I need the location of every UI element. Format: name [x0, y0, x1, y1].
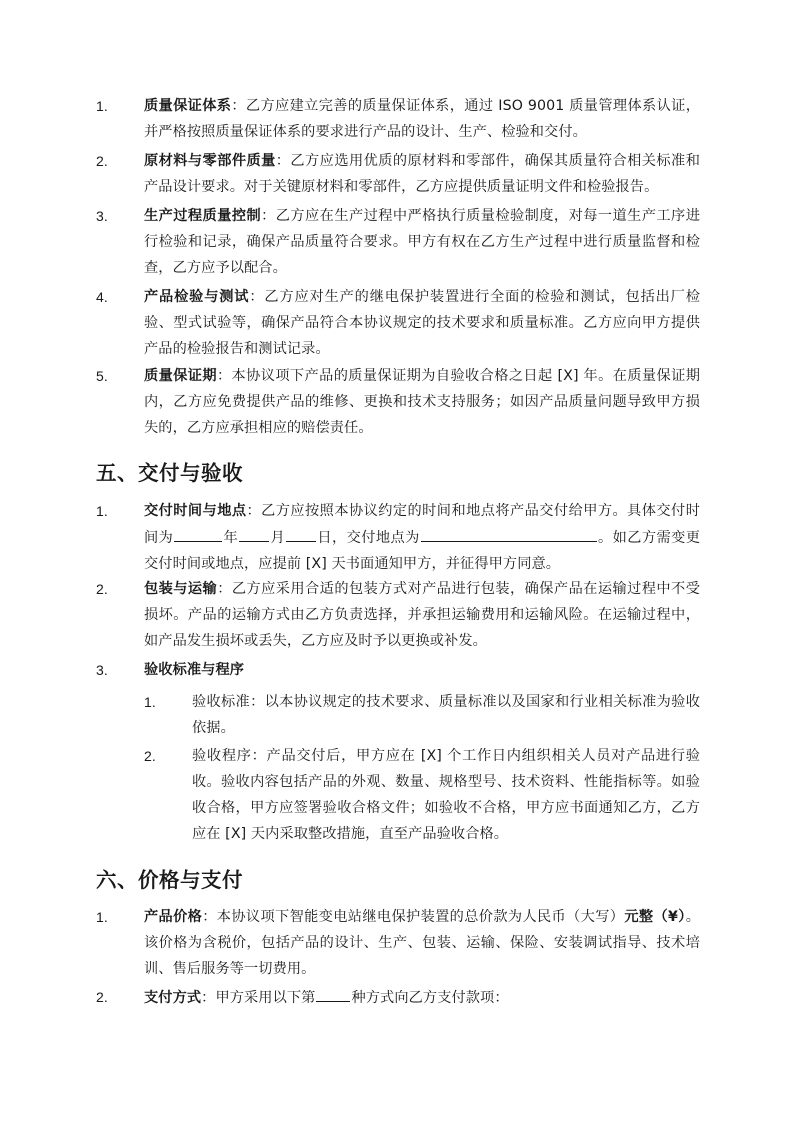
list-number: 3.	[96, 208, 108, 224]
item-text: ：乙方应建立完善的质量保证体系，通过 ISO 9001 质量管理体系认证，并严格按照质量保证体系的要求进行产品的设计、生产、检验和交付。	[144, 98, 700, 140]
list-number: 1.	[144, 694, 156, 710]
list-number: 1.	[96, 909, 108, 925]
item-label: 产品价格	[144, 909, 203, 925]
option-blank	[316, 984, 350, 1002]
delivery-item-3	[96, 657, 700, 683]
list-number: 4.	[96, 289, 108, 305]
acceptance-sub-item-1	[144, 689, 700, 741]
list-number: 1.	[96, 98, 108, 114]
quality-item-4	[96, 284, 700, 362]
item-text: ：乙方应采用合适的包装方式对产品进行包装，确保产品在运输过程中不受损坏。产品的运输方式由乙方负责选择，并承担运输费用和运输风险。在运输过程中，如产品发生损坏或丢失，乙方应及时予以更换或补发。	[144, 581, 700, 649]
item-text: ：乙方应选用优质的原材料和零部件，确保其质量符合相关标准和产品设计要求。对于关键原材料和零部件，乙方应提供质量证明文件和检验报告。	[144, 153, 700, 195]
item-text: ：本协议项下产品的质量保证期为自验收合格之日起 [X] 年。在质量保证期内，乙方应免费提供产品的维修、更换和技术支持服务；如因产品质量问题导致甲方损失的，乙方应承担相应的赔偿责任。	[144, 368, 700, 436]
item-text: ：乙方应对生产的继电保护装置进行全面的检验和测试，包括出厂检验、型式试验等，确保产品符合本协议规定的技术要求和质量标准。乙方应向甲方提供产品的检验报告和测试记录。	[144, 289, 700, 357]
day-label: 日，交付地点为	[317, 530, 420, 546]
item-label: 支付方式	[144, 990, 202, 1006]
item-text: 验收标准：以本协议规定的技术要求、质量标准以及国家和行业相关标准为验收依据。	[192, 694, 700, 736]
quality-item-2	[96, 148, 700, 200]
list-number: 5.	[96, 368, 108, 384]
price-item-1	[96, 904, 700, 982]
list-number: 2.	[96, 989, 108, 1005]
list-number: 2.	[144, 748, 156, 764]
item-text: ：乙方应按照本协议约定的时间和地点将产品交付给甲方。具体交付时间为	[144, 503, 700, 546]
item-text-continued: 种方式向乙方支付款项：	[351, 990, 509, 1006]
item-text: ：本协议项下智能变电站继电保护装置的总价款为人民币（大写）	[202, 909, 625, 925]
day-blank	[286, 524, 316, 542]
item-label: 产品检验与测试	[144, 289, 250, 305]
item-label: 验收标准与程序	[144, 662, 245, 678]
list-number: 2.	[96, 581, 108, 597]
delivery-item-1	[96, 498, 700, 577]
month-label: 月	[270, 530, 286, 546]
price-item-2	[96, 984, 700, 1011]
quality-item-3	[96, 203, 700, 281]
item-label: 包装与运输	[144, 581, 218, 597]
location-blank	[421, 524, 597, 542]
item-label: 生产过程质量控制	[144, 208, 262, 224]
item-text: 验收程序：产品交付后，甲方应在 [X] 个工作日内组织相关人员对产品进行验收。验收内容包括产品的外观、数量、规格型号、技术资料、性能指标等。如验收合格，甲方应签署验收合格文件；如验收不合格，甲方应书面通知乙方，乙方应在 [X] 天内采取整改措施，直至产品验收合格。	[192, 748, 700, 842]
month-blank	[239, 524, 269, 542]
item-label: 交付时间与地点	[144, 503, 247, 519]
year-label: 年	[223, 530, 239, 546]
year-blank	[174, 524, 222, 542]
item-text: ：甲方采用以下第	[201, 990, 316, 1006]
item-label: 原材料与零部件质量	[144, 153, 276, 169]
list-number: 2.	[96, 153, 108, 169]
quality-item-5	[96, 363, 700, 441]
item-label: 质量保证期	[144, 368, 217, 384]
item-text: ：乙方应在生产过程中严格执行质量检验制度，对每一道生产工序进行检验和记录，确保产品质量符合要求。甲方有权在乙方生产过程中进行质量监督和检查，乙方应予以配合。	[144, 208, 700, 276]
section-heading-price-payment: 六、价格与支付	[96, 868, 243, 892]
acceptance-sub-item-2	[144, 743, 700, 847]
amount-bold: 元整（¥）	[624, 909, 686, 925]
item-label: 质量保证体系	[144, 98, 232, 114]
section-heading-delivery: 五、交付与验收	[96, 461, 243, 485]
list-number: 1.	[96, 503, 108, 519]
item-text-continued: 。如乙方需变更交付时间或地点，应提前 [X] 天书面通知甲方，并征得甲方同意。	[144, 530, 700, 572]
item-text-continued: 。该价格为含税价，包括产品的设计、生产、包装、运输、保险、安装调试指导、技术培训、售后服务等一切费用。	[144, 909, 701, 977]
list-number: 3.	[96, 662, 108, 678]
quality-item-1	[96, 93, 700, 145]
delivery-item-2	[96, 576, 700, 654]
